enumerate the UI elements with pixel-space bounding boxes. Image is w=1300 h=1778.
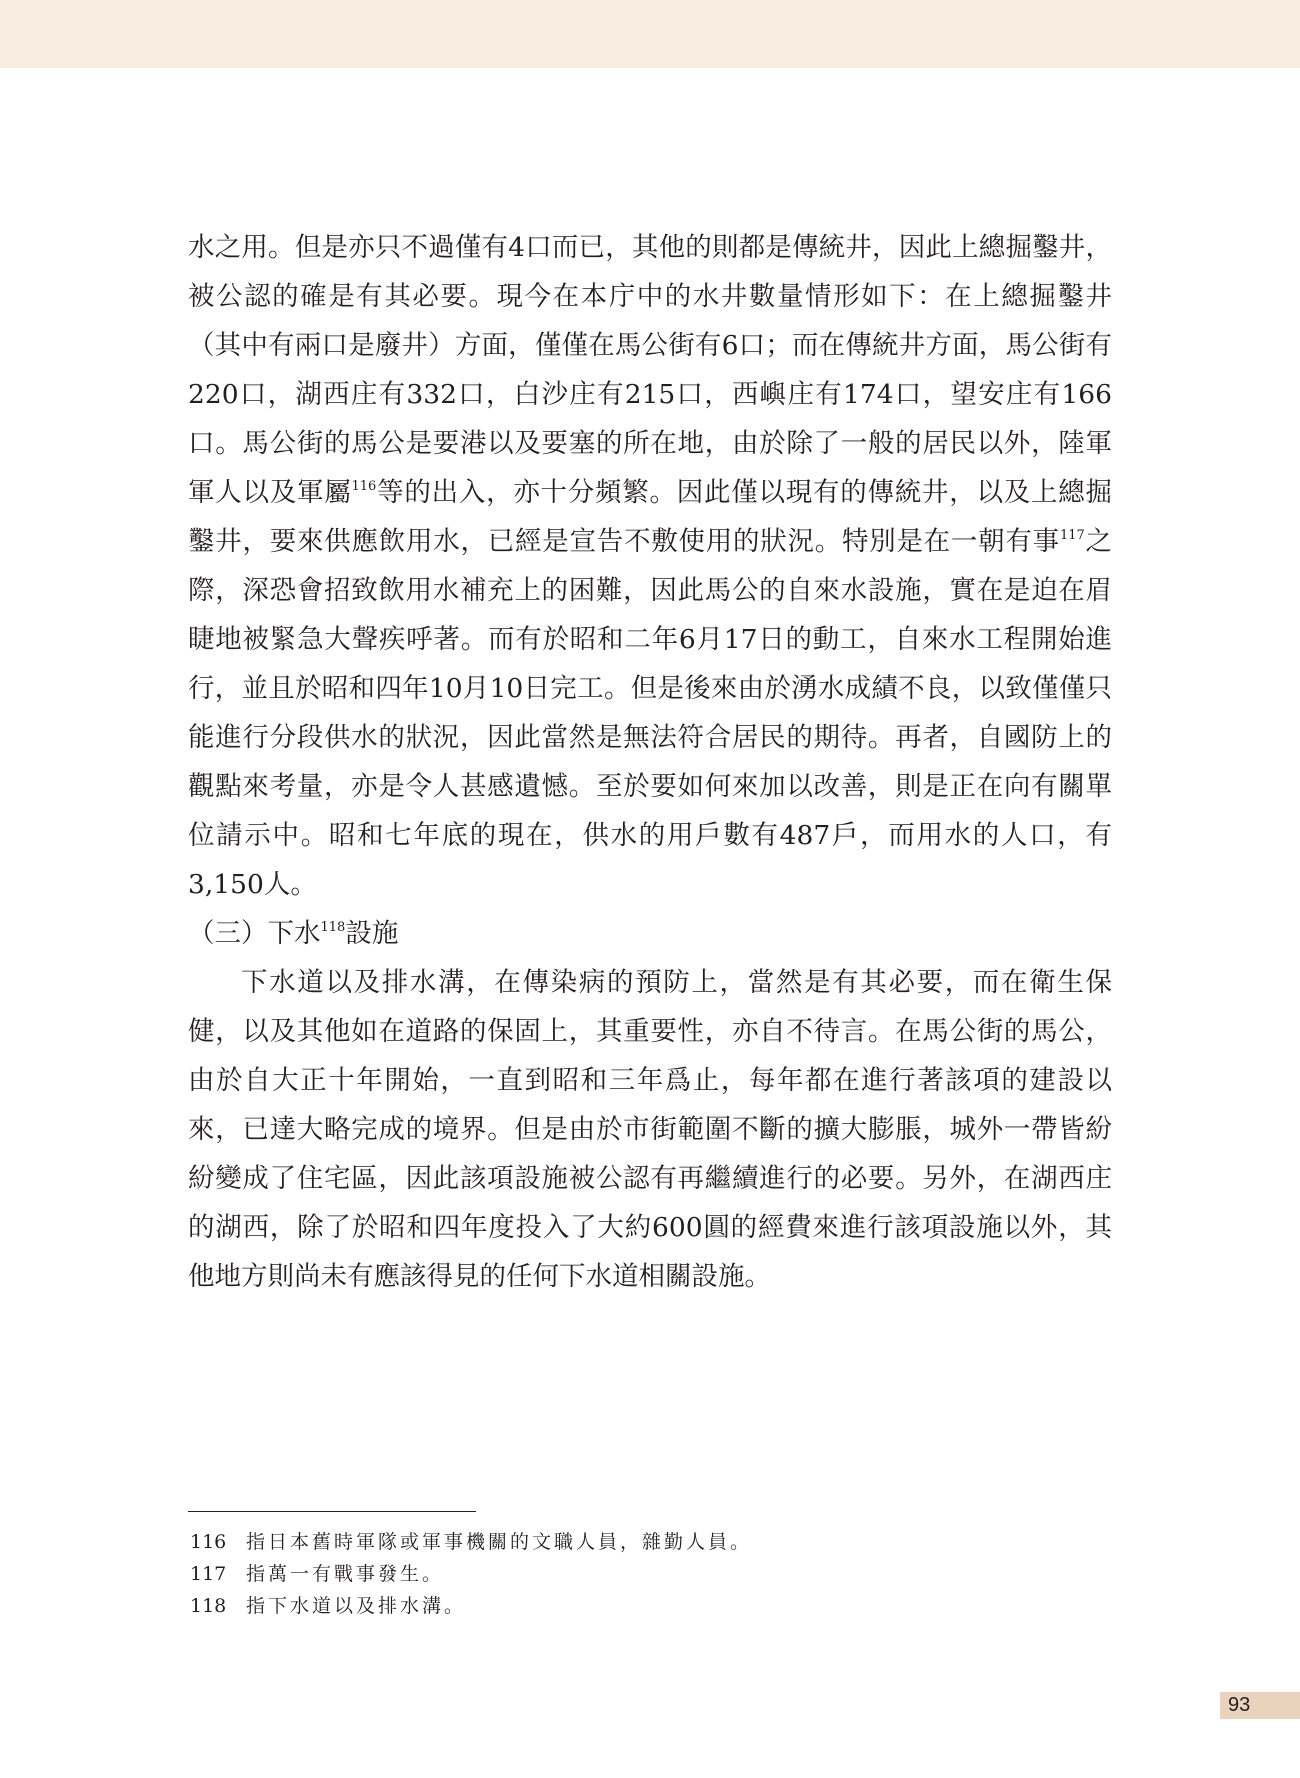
footnote-number: 116 (190, 1531, 227, 1553)
footnote-text: 指下水道以及排水溝。 (246, 1595, 467, 1617)
footnote-number: 117 (190, 1563, 227, 1585)
footnotes (190, 1526, 1090, 1622)
page-number: 93 (1228, 1694, 1251, 1716)
footnote-116 (190, 1526, 1090, 1558)
section-heading: （三）下水$^{118}$設施 (188, 918, 399, 949)
footnote-text: 指萬一有戰事發生。 (246, 1563, 445, 1585)
footnote-117 (190, 1558, 1090, 1590)
footnote-118 (190, 1590, 1090, 1622)
footnote-ref-118[interactable]: 118 (320, 920, 346, 935)
footnote-ref-117[interactable]: 117 (1059, 528, 1085, 543)
footnote-text: 指日本舊時軍隊或軍事機關的文職人員，雜勤人員。 (246, 1531, 753, 1553)
top-header-band (0, 0, 1300, 68)
main-text (188, 223, 1112, 1301)
paragraph-water-supply: 水之用。但是亦只不過僅有4口而已，其他的則都是傳統井，因此上總掘鑿井，被公認的確是有其必要。現今在本庁中的水井數量情形如下：在上總掘鑿井（其中有兩口是廢井）方面，僅僅在馬公街有6口；而在傳統井方面，馬公街有220口，湖西庄有332口，白沙庄有215口，西嶼庄有174口，望安庄有166口。馬公街的馬公是要港以及要塞的所在地，由於除了一般的居民以外，陸軍軍人以及軍屬$^{116}$等的出入，亦十分頻繁。因此僅以現有的傳統井，以及上總掘鑿井，要來供應飲用水，已經是宣告不敷使用的狀況。特別是在一朝有事$^{117}$之際，深恐會招致飲用水補充上的困難，因此馬公的自來水設施，實在是迫在眉睫地被緊急大聲疾呼著。而有於昭和二年6月17日的動工，自來水工程開始進行，並且於昭和四年10月10日完工。但是後來由於湧水成績不良，以致僅僅只能進行分段供水的狀況，因此當然是無法符合居民的期待。再者，自國防上的觀點來考量，亦是令人甚感遺憾。至於要如何來加以改善，則是正在向有關單位請示中。昭和七年底的現在，供水的用戶數有487戶，而用水的人口，有3,150人。 (188, 232, 1113, 900)
footnote-ref-116[interactable]: 116 (351, 479, 377, 494)
footnote-number: 118 (190, 1595, 227, 1617)
paragraph-sewerage: 下水道以及排水溝，在傳染病的預防上，當然是有其必要，而在衛生保健，以及其他如在道路的保固上，其重要性，亦自不待言。在馬公街的馬公，由於自大正十年開始，一直到昭和三年爲止，每年都在進行著該項的建設以來，已達大略完成的境界。但是由於市街範圍不斷的擴大膨脹，城外一帶皆紛紛變成了住宅區，因此該項設施被公認有再繼續進行的必要。另外，在湖西庄的湖西，除了於昭和四年度投入了大約600圓的經費來進行該項設施以外，其他地方則尚未有應該得見的任何下水道相關設施。 (188, 967, 1112, 1292)
footnote-divider (188, 1511, 476, 1512)
